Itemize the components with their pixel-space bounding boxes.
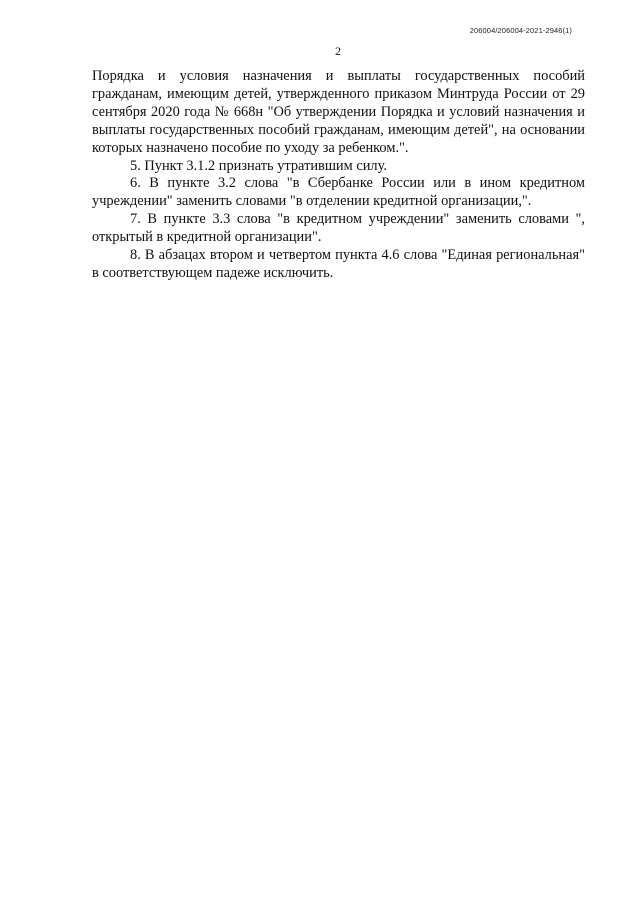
paragraph-item-8: 8. В абзацах втором и четвертом пункта 4.6 слова "Единая региональная" в соответствующем падеже исключить. [92, 247, 585, 281]
paragraph-item-6: 6. В пункте 3.2 слова "в Сбербанке России или в ином кредитном учреждении" заменить словами "в отделении кредитной организации,". [92, 175, 585, 210]
document-body [92, 68, 585, 283]
page-number: 2 [335, 44, 341, 58]
paragraph-continuation: Порядка и условия назначения и выплаты государственных пособий гражданам, имеющим детей, утвержденного приказом Минтруда России от 29 сентября 2020 года № 668н "Об утверждении Порядка и условий назначения и выплаты государственных пособий гражданам, имеющим детей", на основании которых назначено пособие по уходу за ребенком.". [92, 68, 585, 156]
paragraph-item-5: 5. Пункт 3.1.2 признать утратившим силу. [130, 157, 387, 174]
document-id: 206004/206004-2021-2946(1) [469, 26, 572, 35]
paragraph-item-7: 7. В пункте 3.3 слова "в кредитном учреждении" заменить словами ", открытый в кредитной организации". [92, 211, 585, 246]
